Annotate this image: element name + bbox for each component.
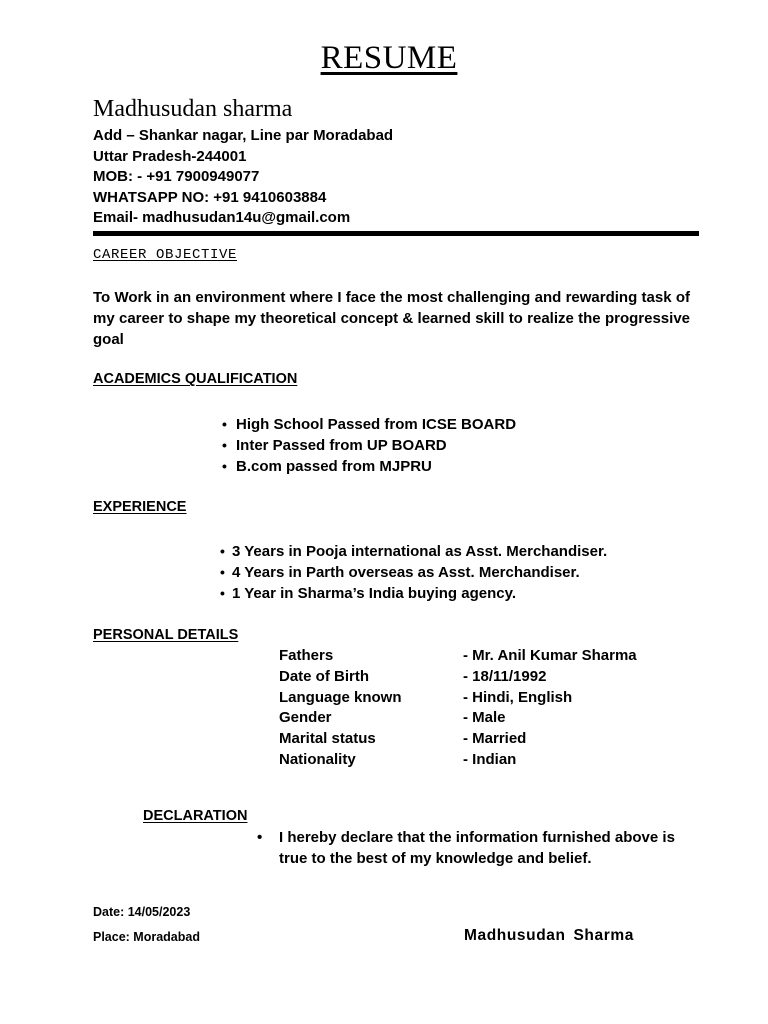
- experience-heading: EXPERIENCE: [93, 499, 187, 515]
- bullet-icon: •: [222, 437, 227, 453]
- experience-list: [220, 541, 607, 604]
- whatsapp-line: WHATSAPP NO: +91 9410603884: [93, 188, 327, 206]
- address-line: Add – Shankar nagar, Line par Moradabad: [93, 127, 394, 144]
- bullet-icon: •: [222, 416, 227, 432]
- bullet-icon: •: [220, 564, 225, 580]
- signature-name: Madhusudan Sharma: [464, 927, 634, 944]
- academics-heading: ACADEMICS QUALIFICATION: [93, 371, 298, 387]
- table-row: Marital status - Married: [279, 730, 527, 748]
- career-objective-heading: CAREER OBJECTIVE: [93, 247, 238, 263]
- list-item: • High School Passed from ICSE BOARD: [222, 416, 517, 433]
- table-row: Nationality - Indian: [279, 750, 517, 768]
- candidate-name: Madhusudan sharma: [93, 96, 293, 122]
- list-item: • 4 Years in Parth overseas as Asst. Merchandiser.: [220, 564, 580, 581]
- list-item: • B.com passed from MJPRU: [222, 458, 432, 475]
- resume-title: RESUME: [320, 40, 458, 76]
- list-item: • 3 Years in Pooja international as Asst. Merchandiser.: [220, 543, 608, 560]
- career-objective-text: To Work in an environment where I face the most challenging and rewarding task of my career to shape my theoretical concept & learned skill to realize the progressive goal: [93, 289, 690, 348]
- list-item: • Inter Passed from UP BOARD: [222, 437, 447, 454]
- header-divider: [93, 231, 699, 236]
- email-line: Email- madhusudan14u@gmail.com: [93, 209, 351, 227]
- date-line: Date: 14/05/2023: [93, 905, 191, 919]
- bullet-icon: •: [220, 585, 225, 601]
- mobile-line: MOB: - +91 7900949077: [93, 168, 260, 186]
- table-row: Language known - Hindi, English: [279, 688, 573, 706]
- declaration-heading: DECLARATION: [143, 808, 248, 824]
- bullet-icon: •: [220, 543, 225, 559]
- state-line: Uttar Pradesh-244001: [93, 147, 247, 165]
- bullet-icon: •: [257, 829, 263, 846]
- personal-details-table: [0, 646, 768, 771]
- academics-list: [222, 414, 516, 477]
- list-item: • 1 Year in Sharma’s India buying agency.: [220, 585, 516, 602]
- personal-details-heading: PERSONAL DETAILS: [93, 627, 239, 643]
- declaration-text: I hereby declare that the information furnished above is true to the best of my knowledge and belief.: [279, 829, 675, 867]
- place-line: Place: Moradabad: [93, 930, 200, 944]
- contact-block: [93, 126, 393, 229]
- table-row: Gender - Male: [279, 709, 506, 727]
- table-row: Date of Birth - 18/11/1992: [279, 667, 547, 685]
- table-row: Fathers - Mr. Anil Kumar Sharma: [279, 647, 637, 664]
- bullet-icon: •: [222, 458, 227, 474]
